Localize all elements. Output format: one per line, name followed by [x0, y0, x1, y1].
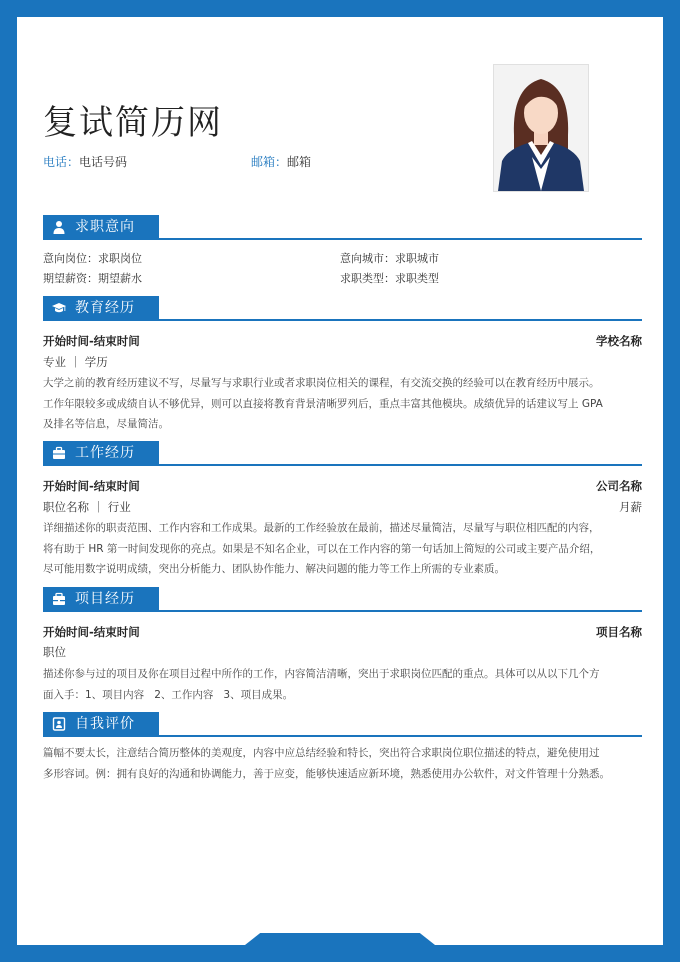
section-header-self-evaluation — [43, 712, 642, 736]
field-value: 求职类型 — [395, 272, 439, 285]
desc-line: 及排名等信息，尽量简洁。 — [43, 418, 169, 430]
education-time: 开始时间-结束时间 — [43, 334, 140, 348]
briefcase-icon — [52, 446, 66, 460]
section-title: 求职意向 — [75, 219, 135, 235]
section-header-education — [43, 296, 642, 320]
graduation-cap-icon — [52, 301, 66, 315]
desc-line: 将有助于 HR 第一时间发现你的亮点。如果是不知名企业，可以在工作内容的第一句话加上简短的公司或主要产品介绍， — [43, 542, 601, 555]
company-name: 公司名称 — [596, 479, 642, 493]
field-value: 求职城市 — [395, 252, 439, 265]
profile-photo — [493, 64, 589, 192]
section-title: 教育经历 — [75, 300, 135, 316]
phone-contact — [43, 153, 127, 170]
job-position: 职位名称 ｜ 行业 — [43, 500, 131, 514]
education-description — [43, 373, 647, 435]
id-card-icon — [52, 717, 66, 731]
desc-line: 面入手：1、项目内容 2、工作内容 3、项目成果。 — [43, 688, 294, 701]
section-title: 项目经历 — [75, 591, 135, 607]
section-divider — [43, 238, 642, 240]
intent-position — [43, 250, 142, 266]
field-label: 期望薪资： — [43, 272, 98, 285]
avatar-illustration-icon — [494, 65, 588, 191]
section-header-project — [43, 587, 642, 611]
section-divider — [43, 610, 642, 612]
resume-title: 复试简历网 — [43, 103, 223, 143]
section-header-intent — [43, 215, 642, 239]
section-divider — [43, 464, 642, 466]
desc-line: 尽可能用数字说明成绩，突出分析能力、团队协作能力、解决问题的能力等工作上所需的专业素质。 — [43, 563, 505, 575]
intent-city — [340, 250, 439, 266]
project-description — [43, 664, 647, 705]
desc-line: 篇幅不要太长，注意结合简历整体的美观度，内容中应总结经验和特长，突出符合求职岗位职位描述的特点，避免使用过 — [43, 747, 600, 759]
major-degree: 专业 ｜ 学历 — [43, 355, 108, 369]
desc-line: 大学之前的教育经历建议不写，尽量写与求职行业或者求职岗位相关的课程，有交流交换的经验可以在教育经历中展示。 — [43, 377, 600, 389]
email-label: 邮箱： — [251, 155, 288, 169]
section-header-work — [43, 441, 642, 465]
toolbox-icon — [52, 592, 66, 606]
email-value: 邮箱 — [287, 155, 312, 169]
desc-line: 描述你参与过的项目及你在项目过程中所作的工作，内容简洁清晰，突出于求职岗位匹配的重点。具体可以从以下几个方 — [43, 668, 600, 680]
desc-line: 工作年限较多或成绩自认不够优异，则可以直接将教育背景清晰罗列后，重点丰富其他模块。成绩优异的话建议写上 GPA — [43, 397, 603, 410]
desc-line: 详细描述你的职责范围、工作内容和工作成果。最新的工作经验放在最前，描述尽量简洁，尽量写与职位相匹配的内容， — [43, 522, 600, 534]
section-title: 自我评价 — [75, 716, 135, 732]
field-label: 意向城市： — [340, 252, 395, 265]
work-time: 开始时间-结束时间 — [43, 479, 140, 493]
work-description — [43, 518, 647, 580]
project-time: 开始时间-结束时间 — [43, 625, 140, 639]
phone-value: 电话号码 — [79, 155, 128, 169]
desc-line: 多形容词。例：拥有良好的沟通和协调能力，善于应变，能够快速适应新环境，熟悉使用办公软件，对文件管理十分熟悉。 — [43, 767, 610, 780]
section-divider — [43, 319, 642, 321]
self-evaluation-description — [43, 743, 647, 784]
monthly-salary: 月薪 — [619, 500, 642, 514]
section-title: 工作经历 — [75, 445, 135, 461]
phone-label: 电话： — [43, 155, 80, 169]
bottom-tab-decoration — [245, 933, 435, 945]
school-name: 学校名称 — [596, 334, 642, 348]
email-contact — [251, 153, 311, 170]
section-divider — [43, 735, 642, 737]
field-label: 意向岗位： — [43, 252, 98, 265]
field-value: 求职岗位 — [98, 252, 142, 265]
field-label: 求职类型： — [340, 272, 395, 285]
intent-salary — [43, 270, 142, 286]
intent-type — [340, 270, 439, 286]
project-name: 项目名称 — [596, 625, 642, 639]
project-role: 职位 — [43, 645, 66, 659]
field-value: 期望薪水 — [98, 272, 142, 285]
user-icon — [52, 220, 66, 234]
